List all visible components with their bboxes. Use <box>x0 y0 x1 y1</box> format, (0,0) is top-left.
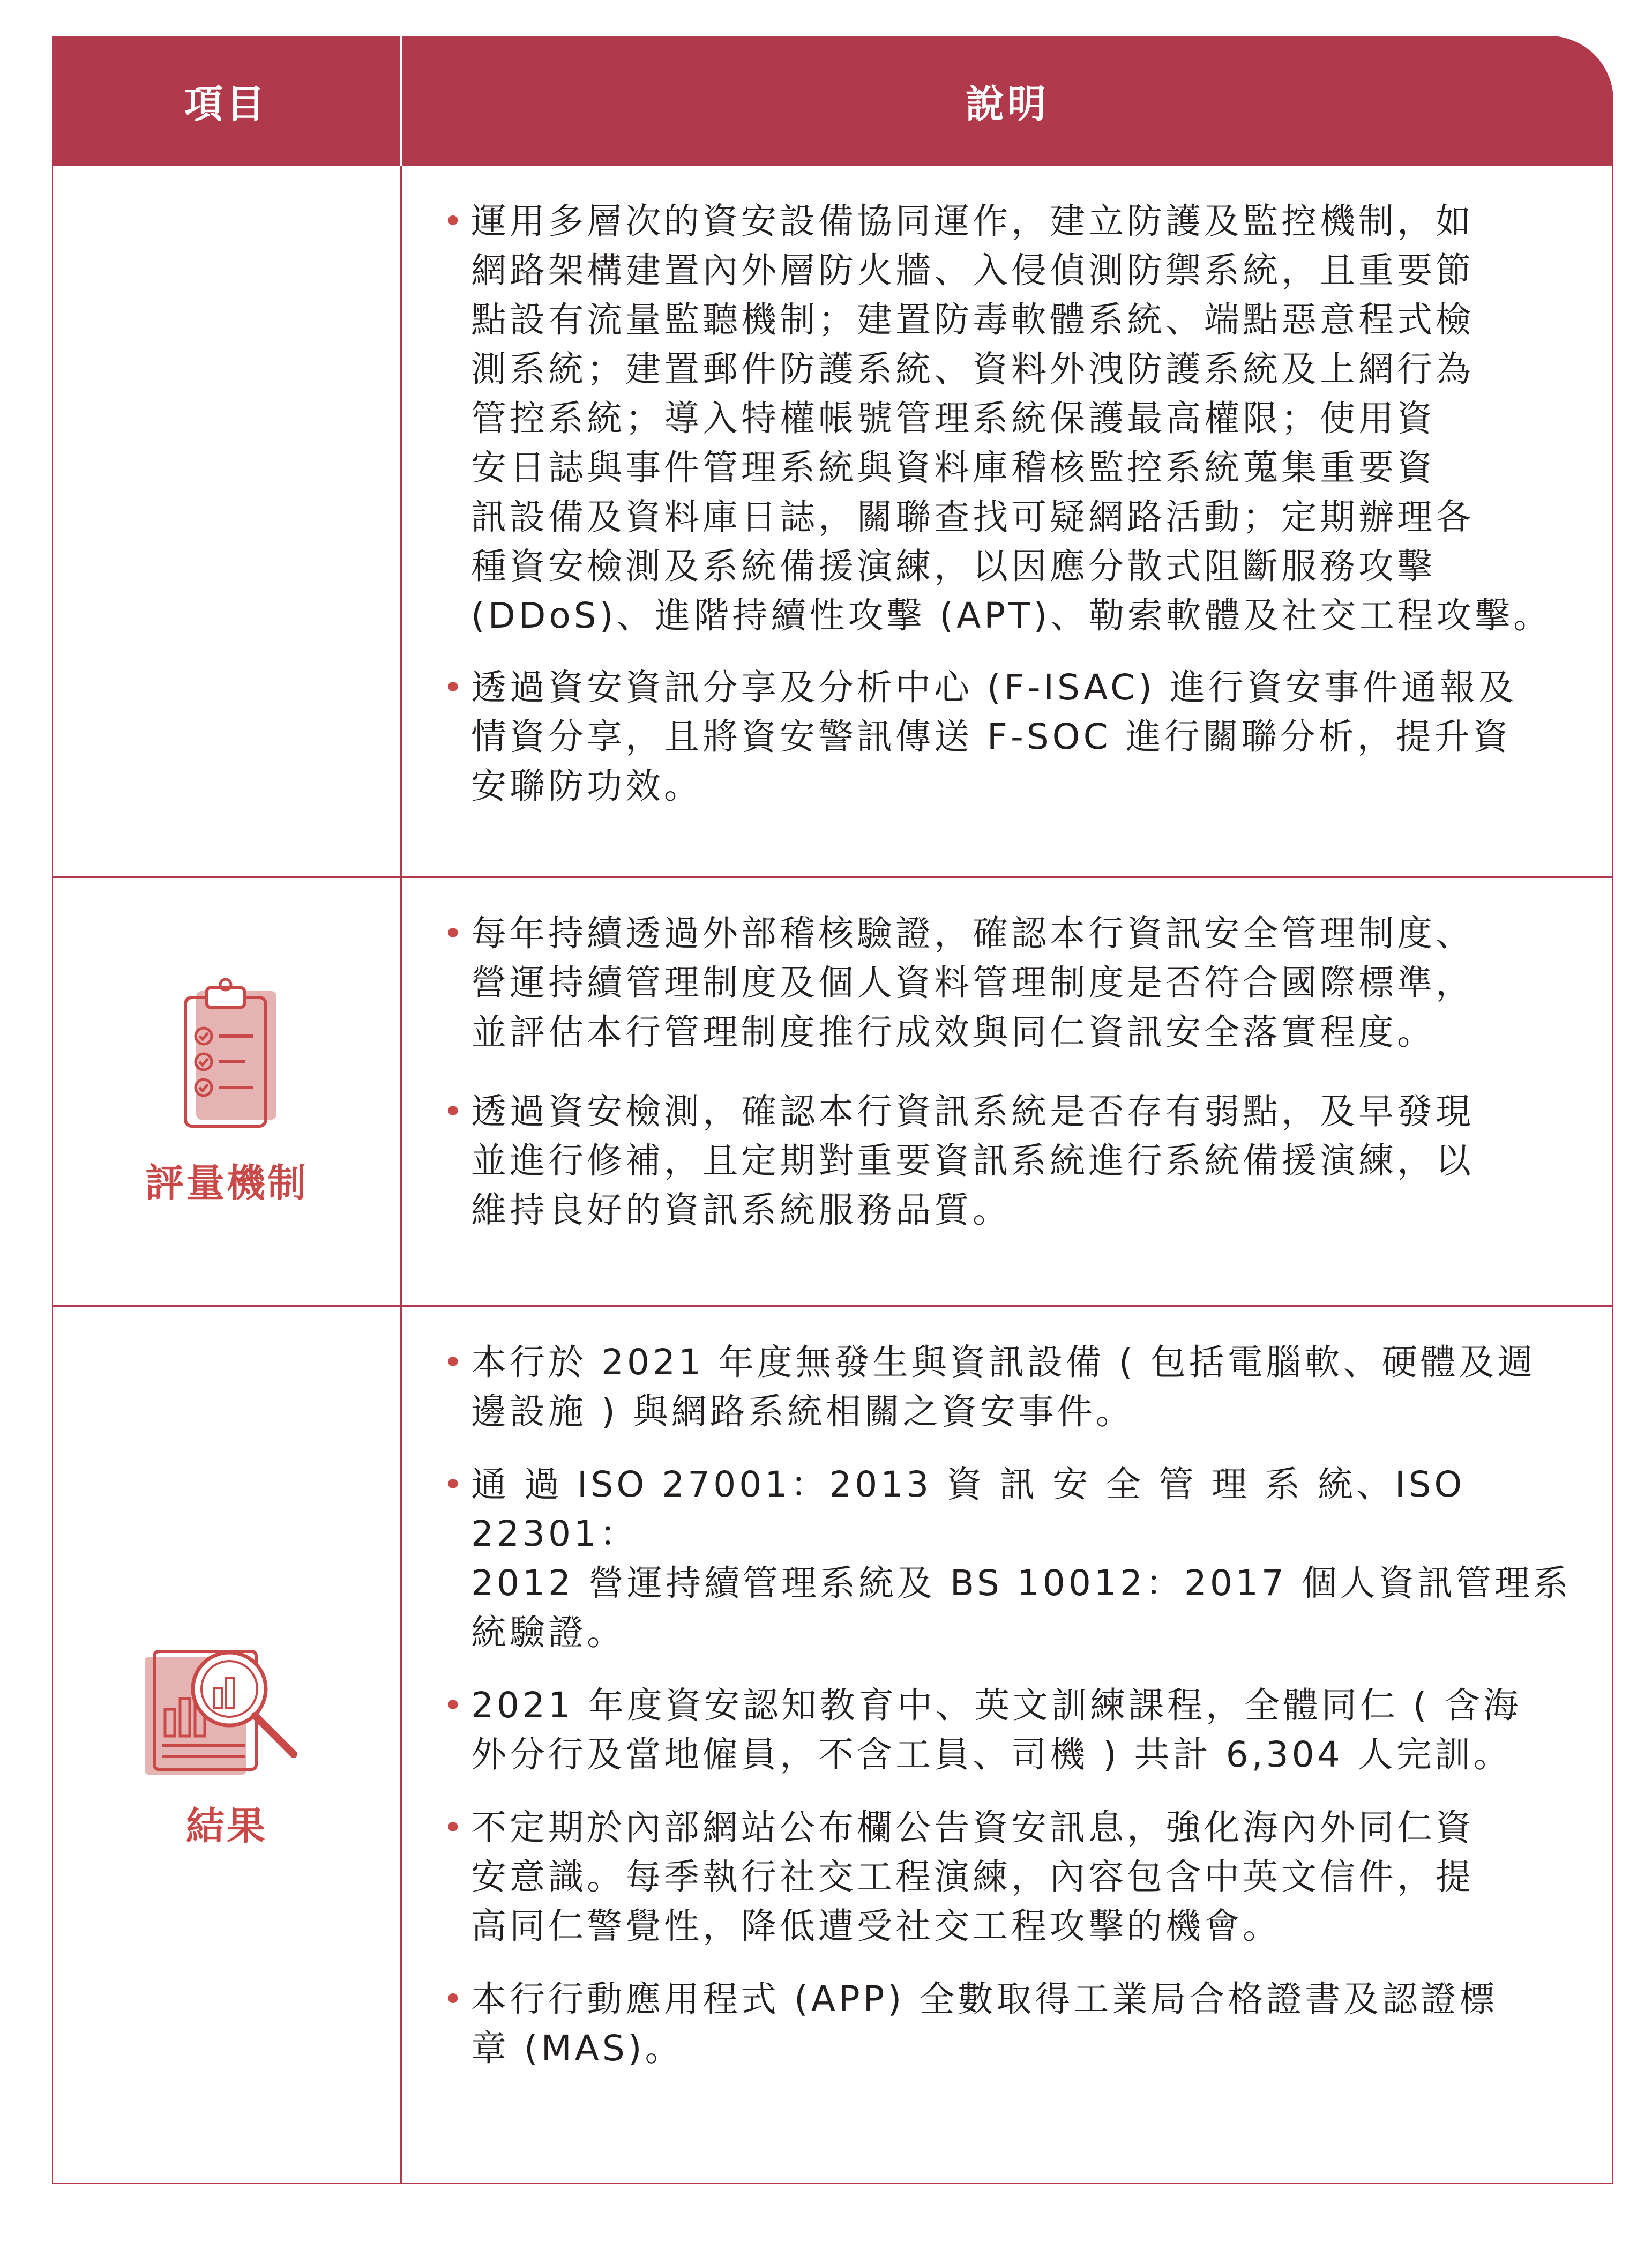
table-row <box>53 1305 1612 2184</box>
clipboard-checklist-icon <box>165 976 288 1139</box>
bullet-dot: • <box>443 668 463 707</box>
item-cell <box>53 1307 400 2184</box>
list-item <box>443 1803 1623 1951</box>
list-item-text: 本行於 2021 年度無發生與資訊設備 ( 包括電腦軟、硬體及週 邊設施 ) 與網路系統相關之資安事件。 <box>471 1342 1536 1432</box>
header-item: 項目 <box>184 81 268 126</box>
bullet-dot: • <box>443 202 463 241</box>
bullet-dot: • <box>443 914 463 953</box>
table-row <box>53 166 1612 807</box>
list-item-text: 透過資安檢測，確認本行資訊系統是否存有弱點，及早發現 並進行修補，且定期對重要資訊系統進行系統備援演練，以 維持良好的資訊系統服務品質。 <box>471 1091 1474 1231</box>
item-label: 評量機制 <box>145 1160 308 1205</box>
list-item <box>443 1460 1623 1657</box>
description-cell <box>443 197 1623 811</box>
list-item <box>443 1681 1623 1780</box>
header-description: 說明 <box>965 81 1049 126</box>
description-cell <box>443 1338 1623 2073</box>
security-table <box>52 36 1613 2185</box>
bullet-dot: • <box>443 1343 463 1382</box>
list-item <box>443 909 1623 1057</box>
list-item <box>443 1975 1623 2073</box>
item-label: 結果 <box>185 1803 267 1849</box>
list-item-text: 本行行動應用程式 (APP) 全數取得工業局合格證書及認證標 章 (MAS)。 <box>471 1978 1498 2069</box>
list-item <box>443 1087 1623 1235</box>
bullet-dot: • <box>443 1686 463 1725</box>
description-cell <box>443 909 1623 1235</box>
table-header <box>52 36 1613 166</box>
item-cell <box>53 166 400 470</box>
bullet-dot: • <box>443 1092 463 1131</box>
table-row <box>53 876 1612 1305</box>
list-item-text: 2021 年度資安認知教育中、英文訓練課程，全體同仁 ( 含海 外分行及當地僱員，不含工員、司機 ) 共計 6,304 人完訓。 <box>471 1685 1522 1775</box>
list-item <box>443 1338 1623 1436</box>
list-item <box>443 197 1623 641</box>
bullet-dot: • <box>443 1465 463 1504</box>
list-item-text: 通 過 ISO 27001：2013 資 訊 安 全 管 理 系 統、ISO 22301： 2012 營運持續管理系統及 BS 10012：2017 個人資訊管理系 統驗證。 <box>471 1464 1572 1653</box>
list-item-text: 運用多層次的資安設備協同運作，建立防護及監控機制，如 網路架構建置內外層防火牆、入侵偵測防禦系統，且重要節 點設有流量監聽機制；建置防毒軟體系統、端點惡意程式檢 測系統；建置郵件防護系統、資料外洩防護系統及上網行為 管控系統；導入特權帳號管理系統保護最高權限；使用資 安日誌與事件管理系統與資料庫稽核監控系統蒐集重要資 訊設備及資料庫日誌，關聯查找可疑網路活動；定期辦理各 種資安檢測及系統備援演練，以因應分散式阻斷服務攻擊 (DDoS)、進階持續性攻擊 (APT)、勒索軟體及社交工程攻擊。 <box>471 200 1552 636</box>
list-item-text: 不定期於內部網站公布欄公告資安訊息，強化海內外同仁資 安意識。每季執行社交工程演練，內容包含中英文信件，提 高同仁警覺性，降低遭受社交工程攻擊的機會。 <box>471 1807 1474 1947</box>
bullet-dot: • <box>443 1979 463 2019</box>
magnifier-report-icon <box>138 1641 315 1782</box>
item-cell <box>53 878 400 1305</box>
table-body <box>52 166 1613 2184</box>
list-item-text: 透過資安資訊分享及分析中心 (F-ISAC) 進行資安事件通報及 情資分享，且將資安警訊傳送 F-SOC 進行關聯分析，提升資 安聯防功效。 <box>471 667 1517 807</box>
list-item-text: 每年持續透過外部稽核驗證，確認本行資訊安全管理制度、 營運持續管理制度及個人資料管理制度是否符合國際標準， 並評估本行管理制度推行成效與同仁資訊安全落實程度。 <box>471 913 1474 1053</box>
list-item <box>443 663 1623 811</box>
bullet-dot: • <box>443 1808 463 1847</box>
